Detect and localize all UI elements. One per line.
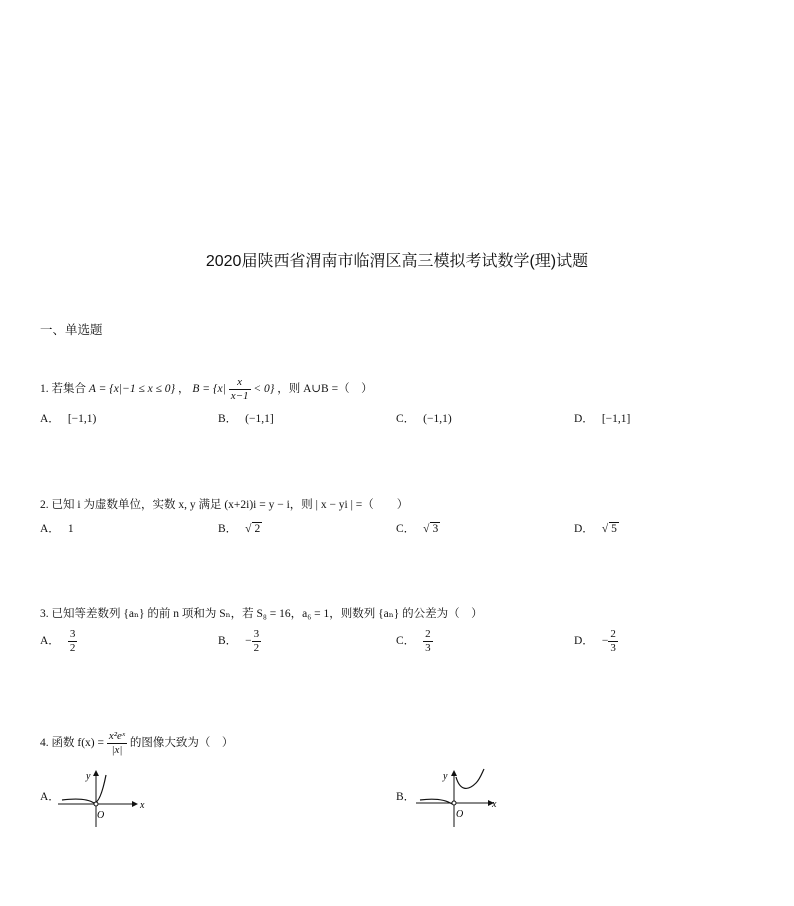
fraction-numerator: x <box>229 376 251 390</box>
option-c[interactable]: C． √ 3 <box>396 523 439 535</box>
option-c[interactable]: C． (−1,1) <box>396 413 452 425</box>
set-b-prefix: B = {x| <box>192 383 226 396</box>
question-tail: ，则 A∪B =（ ） <box>277 383 373 396</box>
option-d[interactable]: D． − $\frac{2}{3}$ <box>574 628 616 654</box>
question-1 <box>40 376 373 403</box>
function-curve-right <box>456 769 484 788</box>
question-number: 4. <box>40 737 49 750</box>
question-4 <box>40 730 233 757</box>
function-curve <box>62 775 106 803</box>
set-b-fraction <box>229 376 251 403</box>
options-q2 <box>40 520 760 550</box>
option-b[interactable]: B． √ 2 <box>218 523 261 535</box>
question-text: 若集合 <box>51 383 86 396</box>
section-heading: 一、单选题 <box>40 323 103 337</box>
page-title: 2020届陕西省渭南市临渭区高三模拟考试数学(理)试题 <box>205 253 589 270</box>
options-q1 <box>40 410 760 440</box>
fraction-numerator: x²eˣ <box>108 730 126 742</box>
option-c[interactable]: C． $\frac{2}{3}$ <box>396 628 431 654</box>
question-text: 已知等差数列 {aₙ} 的前 n 项和为 Sₙ，若 S₈ = 16，a₆ = 1，则数列 {aₙ} 的公差为（ ） <box>51 608 483 620</box>
x-label: x <box>140 800 145 811</box>
option-d[interactable]: D． √ 5 <box>574 523 617 535</box>
option-b[interactable]: B． <box>396 791 416 803</box>
y-axis-arrow <box>93 770 99 776</box>
option-b[interactable]: B． − $\frac{3}{2}$ <box>218 628 260 654</box>
question-3 <box>40 604 483 624</box>
origin-label: O <box>456 809 464 820</box>
fraction-denominator: x−1 <box>230 390 249 402</box>
set-b-suffix: < 0} <box>253 383 275 396</box>
graph-option-a <box>58 765 148 830</box>
function-fraction <box>107 730 127 757</box>
fraction-denominator: |x| <box>111 744 123 756</box>
question-number: 2. <box>40 499 49 511</box>
options-q3 <box>40 628 760 658</box>
y-axis-arrow <box>451 770 457 776</box>
x-label: x <box>492 799 497 810</box>
question-tail: 的图像大致为（ ） <box>129 737 234 750</box>
graph-option-b <box>416 765 506 830</box>
option-a[interactable]: A． <box>40 791 60 803</box>
x-axis-arrow <box>132 801 138 807</box>
option-b[interactable]: B． (−1,1] <box>218 413 274 425</box>
option-a[interactable]: A． 1 <box>40 523 74 535</box>
set-a: A = {x|−1 ≤ x ≤ 0} <box>88 383 176 396</box>
option-d[interactable]: D． [−1,1] <box>574 413 631 425</box>
question-text: 函数 f(x) = <box>51 737 104 750</box>
y-label: y <box>443 771 448 782</box>
question-number: 1. <box>40 383 49 396</box>
question-2 <box>40 495 408 515</box>
y-label: y <box>86 771 91 782</box>
option-a[interactable]: A． [−1,1) <box>40 413 97 425</box>
separator: ， <box>178 383 190 396</box>
option-a[interactable]: A． $\frac{3}{2}$ <box>40 628 76 654</box>
open-point <box>452 801 456 805</box>
origin-label: O <box>97 810 105 821</box>
question-text: 已知 i 为虚数单位，实数 x, y 满足 (x+2i)i = y − i，则 | x − yi | =（ ） <box>51 499 409 511</box>
question-number: 3. <box>40 608 49 620</box>
open-point <box>94 802 98 806</box>
